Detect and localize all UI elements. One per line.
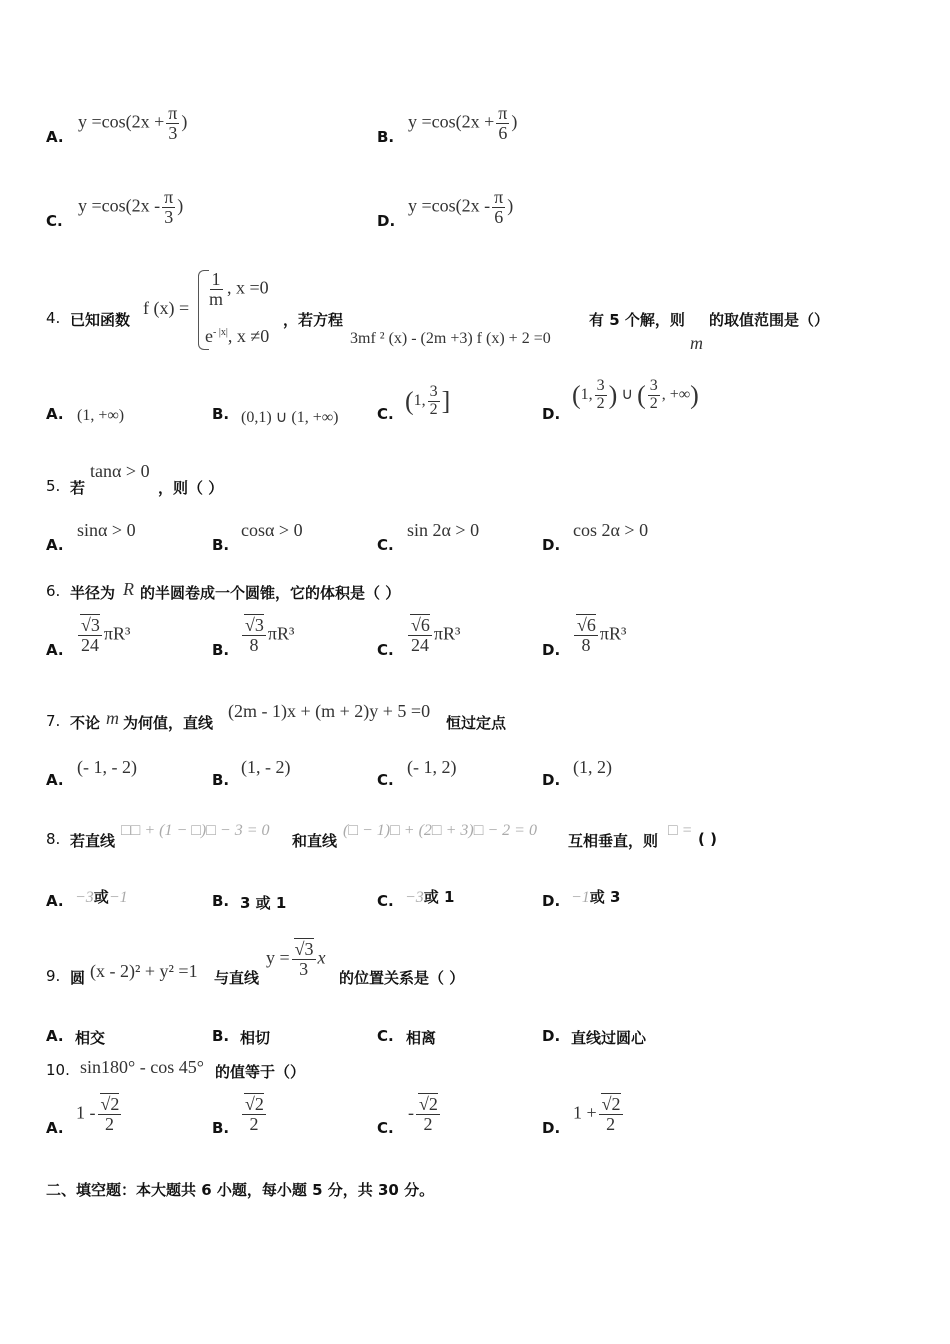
question-5-text-2: ，则（ ）	[158, 479, 224, 497]
q7-option-b: (1, - 2)	[241, 757, 291, 777]
question-6-number: 6.	[46, 582, 61, 600]
q4-option-a: (1, +∞)	[77, 407, 125, 424]
question-5-number: 5.	[46, 477, 61, 495]
question-6-text: 半径为	[70, 584, 116, 602]
option-a-formula: y =cos(2x + $\frac{\pi}{3}$ )	[78, 103, 188, 143]
q4-option-d-label: D.	[542, 405, 561, 423]
q8-option-d-label: D.	[542, 892, 561, 910]
option-d-formula: y =cos(2x - $\frac{\pi}{6}$ )	[408, 187, 514, 227]
question-4-text-3: 有 5 个解，则	[589, 311, 685, 329]
q5-option-a: sinα > 0	[77, 520, 136, 540]
q9-option-b-label: B.	[212, 1027, 230, 1045]
q9-option-c-label: C.	[377, 1027, 394, 1045]
question-9-text-2: 与直线	[214, 969, 260, 987]
variable-R: R	[123, 579, 134, 599]
q10-option-a-label: A.	[46, 1119, 64, 1137]
variable-m: m	[690, 333, 703, 353]
q10-option-c-label: C.	[377, 1119, 394, 1137]
q9-option-d-label: D.	[542, 1027, 561, 1045]
q6-option-a-label: A.	[46, 641, 64, 659]
equation: 3mf ² (x) - (2m +3) f (x) + 2 =0	[350, 330, 551, 347]
q9-option-a: 相交	[75, 1029, 106, 1047]
q5-option-c-label: C.	[377, 536, 394, 554]
q9-option-b: 相切	[240, 1029, 271, 1047]
q10-option-b: $\frac{√2}{2}$	[240, 1095, 268, 1134]
q7-option-d: (1, 2)	[573, 757, 612, 777]
q10-expression: sin180° - cos 45°	[80, 1057, 204, 1077]
q7-option-a: (- 1, - 2)	[77, 757, 137, 777]
q6-option-d-label: D.	[542, 641, 561, 659]
question-7-text-3: 恒过定点	[446, 714, 507, 732]
variable-m-q7: m	[106, 708, 119, 728]
q7-option-c-label: C.	[377, 771, 394, 789]
q5-option-d: cos 2α > 0	[573, 520, 649, 540]
question-9-text-3: 的位置关系是（ ）	[339, 969, 465, 987]
q10-option-c: - $\frac{√2}{2}$	[408, 1094, 438, 1134]
question-8-text-2: 和直线	[292, 832, 338, 850]
q7-option-b-label: B.	[212, 771, 230, 789]
question-7-text-2: 为何值，直线	[123, 714, 214, 732]
q7-line: (2m - 1)x + (m + 2)y + 5 =0	[228, 701, 431, 721]
question-10-number: 10.	[46, 1061, 70, 1079]
q7-option-c: (- 1, 2)	[407, 757, 457, 777]
q8-option-b-label: B.	[212, 892, 230, 910]
q4-option-b: (0,1) ∪ (1, +∞)	[241, 409, 339, 426]
question-5-text: 若	[70, 479, 86, 497]
question-8-text-3: 互相垂直，则	[568, 832, 659, 850]
function-name: f (x) =	[143, 298, 190, 318]
q8-tail: □ =	[668, 822, 693, 839]
piecewise-case-1: $\frac{1}{m}$ , x =0	[209, 269, 269, 309]
q8-line-2: (□ − 1)□ + (2□ + 3)□ − 2 = 0	[343, 822, 537, 839]
q4-option-a-label: A.	[46, 405, 64, 423]
question-4-text-4: 的取值范围是（）	[709, 311, 830, 329]
option-d-label: D.	[377, 212, 396, 230]
q9-option-a-label: A.	[46, 1027, 64, 1045]
q8-line-1: □□ + (1 − □)□ − 3 = 0	[121, 822, 270, 839]
section-2-title: 二、填空题：本大题共 6 小题，每小题 5 分，共 30 分。	[46, 1181, 435, 1199]
q6-option-b: $\frac{√3}{8}$ πR³	[240, 616, 294, 655]
q8-option-c-label: C.	[377, 892, 394, 910]
q4-option-c: (1, $\frac{3}{2}$ ]	[405, 383, 451, 418]
q5-option-d-label: D.	[542, 536, 561, 554]
q6-option-d: $\frac{√6}{8}$ πR³	[572, 616, 626, 655]
q5-option-a-label: A.	[46, 536, 64, 554]
q6-option-b-label: B.	[212, 641, 230, 659]
option-c-label: C.	[46, 212, 63, 230]
q6-option-c-label: C.	[377, 641, 394, 659]
q6-option-a: $\frac{√3}{24}$ πR³	[76, 616, 130, 655]
q4-option-d: (1, $\frac{3}{2}$ ) ∪ ( $\frac{3}{2}$ , +∞)	[572, 377, 699, 412]
question-8-text: 若直线	[70, 832, 116, 850]
q8-paren: ( )	[698, 830, 717, 848]
q9-circle: (x - 2)² + y² =1	[90, 961, 198, 981]
question-9-text: 圆	[70, 969, 86, 987]
q10-option-d: 1 + $\frac{√2}{2}$	[573, 1094, 621, 1134]
q10-option-b-label: B.	[212, 1119, 230, 1137]
q5-option-c: sin 2α > 0	[407, 520, 480, 540]
q8-option-a: −3或−1	[75, 888, 128, 906]
piecewise-case-2: $e^{- |x|}$, x ≠0	[205, 326, 270, 346]
q9-line: y = $\frac{√3}{3}$ x	[266, 939, 326, 979]
question-8-number: 8.	[46, 830, 61, 848]
question-4-text: 已知函数	[70, 311, 131, 329]
option-c-formula: y =cos(2x - $\frac{\pi}{3}$ )	[78, 187, 184, 227]
q5-option-b: cosα > 0	[241, 520, 303, 540]
q7-option-d-label: D.	[542, 771, 561, 789]
q4-option-c-label: C.	[377, 405, 394, 423]
question-6-text-2: 的半圆卷成一个圆锥，它的体积是（ ）	[140, 584, 401, 602]
q8-option-d: −1或 3	[571, 888, 621, 906]
question-10-text: 的值等于（）	[215, 1063, 306, 1081]
q7-option-a-label: A.	[46, 771, 64, 789]
question-7-text: 不论	[70, 714, 101, 732]
q10-option-a: 1 - $\frac{√2}{2}$	[76, 1094, 120, 1134]
q4-option-b-label: B.	[212, 405, 230, 423]
q9-option-c: 相离	[406, 1029, 437, 1047]
q9-option-d: 直线过圆心	[571, 1029, 647, 1047]
q6-option-c: $\frac{√6}{24}$ πR³	[406, 616, 460, 655]
q8-option-b: 3 或 1	[240, 894, 287, 912]
option-b-label: B.	[377, 128, 395, 146]
q5-option-b-label: B.	[212, 536, 230, 554]
option-a-label: A.	[46, 128, 64, 146]
question-7-number: 7.	[46, 712, 61, 730]
q8-option-a-label: A.	[46, 892, 64, 910]
question-4-text-2: ，若方程	[283, 311, 344, 329]
q5-condition: tanα > 0	[90, 461, 150, 481]
q8-option-c: −3或 1	[405, 888, 455, 906]
option-b-formula: y =cos(2x + $\frac{\pi}{6}$ )	[408, 103, 518, 143]
question-9-number: 9.	[46, 967, 61, 985]
q10-option-d-label: D.	[542, 1119, 561, 1137]
question-4-number: 4.	[46, 309, 61, 327]
